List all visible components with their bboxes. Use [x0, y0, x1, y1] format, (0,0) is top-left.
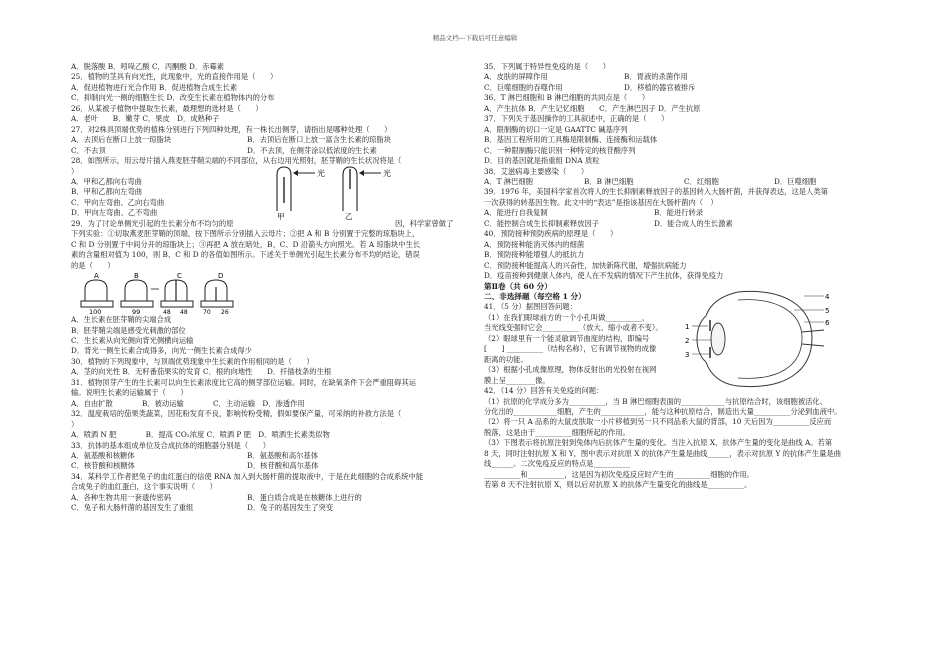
light-label: 光	[317, 168, 325, 178]
option-row	[71, 461, 466, 471]
cornea	[697, 316, 706, 362]
option-b: B．预防接种能增强人的抵抗力	[484, 250, 585, 260]
question-29-text: 下列实验：①切取燕麦胚芽鞘的顶端，按下图所示分别插入云母片；②把 A 和 B 分别置于完整的琼脂块上，	[71, 229, 420, 239]
value-a: 100	[89, 308, 102, 316]
option-b: B．蛋白质合成是在核糖体上进行的	[247, 492, 362, 502]
question-31-cont: 输。说明生长素的运输属于（ ）	[71, 388, 188, 398]
option-c: C．一种限制酶只能识别一种特定的核苷酸序列	[484, 145, 636, 155]
tip-d	[201, 272, 233, 315]
option-c: C．不去顶	[71, 145, 106, 155]
question-31: 31．植物顶芽产生的生长素可以向生长素浓度比它高的侧芽部位运输。同时，在缺氧条件下会严重阻碍其运	[71, 377, 416, 387]
tip-c	[161, 272, 193, 315]
option-c: C．兔子和大肠杆菌的基因发生了重组	[71, 503, 194, 513]
label-b: B	[134, 272, 139, 281]
label-2: 2	[685, 337, 690, 346]
option-row	[484, 83, 884, 93]
label-a: A	[94, 272, 99, 281]
q41-line: （2）眼球里有一个能灵敏调节曲度的结构，即编号	[484, 333, 650, 343]
option-b: B．B 淋巴细胞	[584, 176, 634, 186]
option-a: A．各种生物共用一套遗传密码	[71, 492, 172, 502]
q41-line: 当光线变强时它会__________（放大、缩小或者不变）。	[484, 323, 663, 333]
q41-line: 距离的功能。	[484, 354, 528, 364]
option-row	[484, 177, 884, 187]
q42-line: 线______。二次免疫反应的特点是__________	[484, 459, 630, 469]
question-39: 39．1976 年，美国科学家首次将人的生长抑制素释放因子的基因转入大肠杆菌，并获得表达，这是人类第	[484, 187, 828, 197]
option-row	[71, 493, 466, 503]
option-a: A．能进行自我复制	[484, 208, 548, 218]
option-d: D．不去顶，在侧芽涂以低浓度的生长素	[247, 145, 377, 155]
option-a: A．去顶后在断口上放一琼脂块	[71, 135, 172, 145]
option-d: D．目的基因就是指重组 DNA 质粒	[484, 156, 600, 166]
arrow-head	[359, 170, 364, 176]
q29-figure-wrap	[71, 271, 466, 315]
coleoptile-figure	[267, 163, 407, 213]
option-line: A．喷洒 N 肥 B．提高 CO₂浓度 C．喷洒 P 肥 D．喷洒生长素类似物	[71, 430, 330, 440]
question-35: 35．下列属于特异性免疫的是（ ）	[484, 62, 611, 71]
option-c: C．巨噬细胞的吞噬作用	[484, 82, 563, 92]
q42-line: （1）抗原的化学成分多为__________，当 B 淋巴细胞表面的____________与抗原结合时，该细胞被活化、	[484, 396, 828, 406]
question-30: 30．植物的下列现象中，与顶端优势现象中生长素的作用相同的是（ ）	[71, 356, 314, 366]
eye-diagram	[684, 286, 832, 394]
q42-line: （3）下图表示将抗原注射到兔体内后抗体产生量的变化。当注入抗原 X，抗体产生量的变化是曲线 A。若第	[484, 438, 833, 448]
left-column	[71, 62, 466, 514]
right-column	[484, 62, 884, 491]
question-29: 29．为了讨论单侧光引起的生长素分布不均匀的原	[71, 218, 234, 228]
option-row	[484, 208, 884, 218]
option-b: B．能进行转录	[654, 208, 704, 218]
label-jia: 甲	[277, 211, 285, 221]
question-29-text: 素的含量相对值为 100，则 B、C 和 D 的各值如图所示。下述关于单侧光引起生长素分布不均的结论，错误	[71, 250, 420, 260]
option-row	[71, 135, 466, 145]
paren-close: ）	[71, 166, 79, 176]
agar-figure	[79, 271, 239, 315]
option-b: B．基因工程所用的工具酶是限制酶、连接酶和运载体	[484, 135, 658, 145]
question-39-cont: 一次获得的转基因生物。此文中的“表达”是指该基因在大肠杆菌内（ ）	[484, 197, 718, 207]
value-c2: 48	[180, 309, 188, 316]
label-d: D	[218, 272, 224, 281]
tip-b	[121, 272, 159, 315]
label-yi: 乙	[345, 211, 353, 221]
q42-line: 8 天，同时注射抗原 X 和 Y，图中表示对抗原 X 的抗体产生量是曲线______，表示对抗原 Y 的抗体产生量是曲	[484, 448, 841, 458]
question-36: 36．T 淋巴细胞和 B 淋巴细胞的共同点是（ ）	[484, 93, 650, 103]
label-6: 6	[825, 319, 830, 328]
option-line: A．茎的向光性 B．无籽番茄果实的发育 C．根的向地性 D．扦插枝条的生根	[71, 367, 332, 377]
q41-line: （1）在我们眼球前方的一个小孔叫做__________，	[484, 312, 650, 322]
question-40: 40．预防接种预防疾病的原理是（ ）	[484, 229, 618, 239]
option-a: A．氨基酸和核糖体	[71, 450, 135, 460]
label-3: 3	[685, 351, 690, 360]
coleoptile-labels	[267, 209, 407, 223]
option-c: C．核苷酸和核糖体	[71, 461, 135, 471]
option-a: A．T 淋巴细胞	[484, 176, 533, 186]
option-row	[71, 146, 466, 156]
q42-line: （2）将一只 A 品系的大鼠皮肤取一小片移植到另一只不同品系大鼠的背部，10 天后因为__________反应而	[484, 417, 832, 427]
optic-nerve	[802, 330, 824, 346]
option-c: C．生长素从向光侧向背光侧横向运输	[71, 335, 194, 345]
label-c: C	[177, 272, 182, 281]
question-37: 37．下列关于基因操作的工具叙述中，正确的是（ ）	[484, 114, 669, 124]
label-5: 5	[825, 307, 830, 316]
q42-line: 分化出的____________细胞，产生的____________，能与这种抗原结合，制造出大量__________分泌到血液中。	[484, 406, 842, 416]
question-29-end: 因，科学家曾做了	[395, 218, 454, 228]
question-26: 26．从某被子植物中提取生长素，最理想的选材是（ ）	[71, 103, 263, 113]
label-1: 1	[685, 323, 690, 332]
label-4: 4	[825, 293, 830, 302]
paren-close: ）	[71, 419, 79, 429]
q42-line: 若第 8 天不注射抗原 X，则以后对抗原 X 的抗体产生量变化的曲线是__________。	[484, 480, 752, 490]
option-row	[484, 219, 884, 229]
q42-line: 脱落，这是由于__________细胞所起的作用。	[484, 427, 630, 437]
question-32: 32．温度栽培的茄果类蔬菜，因花粉发育不良，影响传粉受精，假如要保产量，可采纳的补救方法是（	[71, 409, 402, 419]
question-41: 41．（5 分）据图回答问题：	[484, 302, 577, 312]
option-c: C．红细胞	[684, 176, 719, 186]
option-line: A．产生抗体 B．产生记忆细胞 C．产生淋巴因子 D．产生抗原	[484, 103, 701, 113]
option-row	[484, 72, 884, 82]
question-29-text: C 和 D 分别置于中间分开的琼脂块上；③再把 A 放在暗处，B、C、D 沿箭头方向照光。若 A 琼脂块中生长	[71, 239, 421, 249]
option-d: D．兔子的基因发生了突变	[247, 503, 334, 513]
section-heading: 二、非选择题（每空格 1 分）	[484, 291, 586, 301]
option-b: B．去顶后在断口上放一富含生长素的琼脂块	[247, 135, 392, 145]
option-a: A．皮肤的屏障作用	[484, 72, 548, 82]
option-b: B．氨基酸和高尔基体	[247, 450, 319, 460]
q41-line: 膜上呈________像。	[484, 375, 550, 385]
q41-line: （3）根据小孔成像原理，物体反射出的光投射在视网	[484, 365, 657, 375]
question-33: 33．抗体的基本组成单位及合成抗体的细胞器分别是（ ）	[71, 440, 271, 450]
option-d: D．能合成人的生长激素	[654, 218, 733, 228]
light-label: 光	[383, 168, 391, 178]
question-25: 25．植物的茎具有向光性，此现象中，光的直接作用是（ ）	[71, 72, 278, 82]
question-38: 38．艾滋病毒主要感染（ ）	[484, 166, 589, 176]
question-29-text: 的是（ ）	[71, 260, 115, 270]
option-line: A．老叶 B．嫩芽 C．果皮 D．成熟种子	[71, 114, 220, 124]
part-2-heading: 第Ⅱ卷（共 60 分）	[484, 281, 552, 291]
q42-line: __________和__________，这是因为初次免疫反应时产生的__________细胞的作用。	[484, 469, 754, 479]
option-b: B．胚芽鞘尖端是感受光刺激的部位	[71, 325, 186, 335]
option-d: D．背光一侧生长素合成得多，向光一侧生长素合成得少	[71, 346, 252, 356]
option-row	[71, 451, 466, 461]
question-line: A．脱落酸 B．吲哚乙酸 C．丙酮酸 D．赤霉素	[71, 62, 225, 71]
option-a: A．生长素在胚芽鞘的尖端合成	[71, 315, 172, 325]
option-d: D．移植的器官被排斥	[624, 82, 696, 92]
arrow-head	[293, 170, 298, 176]
option-line: A．促进植物进行光合作用 B．促进植物合成生长素	[71, 82, 238, 92]
option-c: C．能控制合成生长抑制素释放因子	[484, 218, 600, 228]
question-34-cont: 合成兔子的血红蛋白，这个事实说明（ ）	[71, 482, 217, 492]
value-d2: 26	[221, 309, 229, 316]
option-line: A．自由扩散 B．被动运输 C．主动运输 D．渗透作用	[71, 398, 305, 408]
option-row	[71, 503, 466, 513]
q41-line: [ ] __________（结构名称），它有调节视物的成像	[484, 344, 657, 354]
value-c1: 48	[163, 309, 171, 316]
option-b: B．甲和乙都向左弯曲	[71, 187, 143, 197]
option-a: A．预防接种能消灭体内的细菌	[484, 239, 585, 249]
tip-a	[81, 272, 113, 315]
option-b: B．胃液的杀菌作用	[624, 72, 688, 82]
question-42: 42．（14 分）回答有关免疫的问题：	[484, 386, 604, 396]
option-line: C．抑制向光一侧的细胞生长 D．改变生长素在植物体内的分布	[71, 93, 275, 103]
question-28: 28．如图所示，用云母片插入燕麦胚芽鞘尖端的不同部位，从右边用光照射，胚芽鞘的生长状况将是（	[71, 156, 402, 166]
page-header: 精品文档---下载后可任意编辑	[432, 34, 518, 42]
option-d: D．巨噬细胞	[774, 176, 817, 186]
lens	[711, 323, 725, 355]
value-d1: 70	[203, 309, 211, 316]
option-a: A．限制酶的切口一定是 GAATTC 碱基序列	[484, 124, 628, 134]
option-d: D．核苷酸和高尔基体	[247, 461, 319, 471]
option-c: C．预防接种能提高人的兴奋性，加快新陈代谢，增强抗病能力	[484, 260, 687, 270]
option-a: A．甲和乙都向右弯曲	[71, 176, 142, 186]
value-b: 99	[132, 308, 141, 316]
question-34: 34．某科学工作者把兔子的血红蛋白的信使 RNA 加入到大肠杆菌的提取液中，于是在此细胞的合成系统中能	[71, 471, 424, 481]
q28-block	[71, 167, 466, 219]
question-27: 27．对2株具顶端优势的植株分别进行下列四种处理，有一株长出侧芽，请指出是哪种处理（ ）	[71, 124, 392, 134]
option-d: D．疫苗接种到健康人体内，使人在不发病的情况下产生抗体，获得免疫力	[484, 271, 724, 281]
option-d: D．甲向左弯曲、乙不弯曲	[71, 208, 158, 218]
option-c: C．甲向左弯曲、乙向右弯曲	[71, 197, 165, 207]
